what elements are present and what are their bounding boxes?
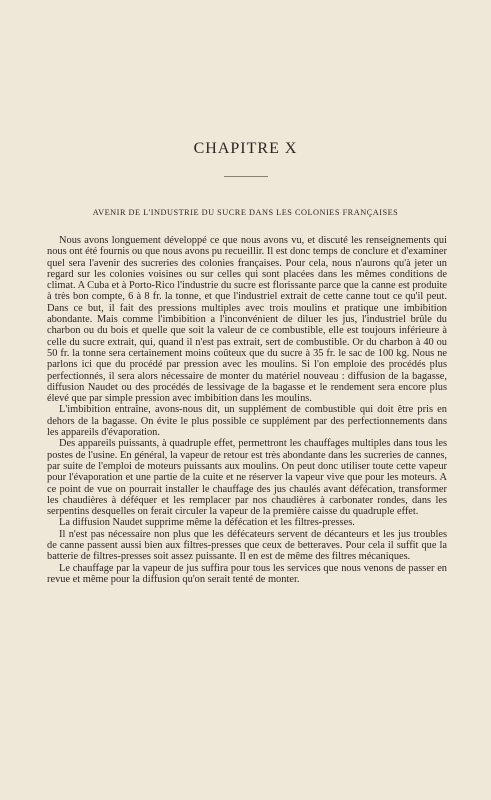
chapter-heading: CHAPITRE X — [193, 140, 298, 157]
paragraph: Il n'est pas nécessaire non plus que les défécateurs servent de décanteurs et les jus troubles de canne passent aussi bien aux filtres-presses que ceux de betteraves. Pour cela il suffit que la batterie de filtres-presses soit assez puissante. Il en est de même des filtres mécaniques. — [47, 528, 447, 563]
section-title: AVENIR DE L'INDUSTRIE DU SUCRE DANS LES COLONIES FRANÇAISES — [92, 208, 399, 217]
paragraph: L'imbibition entraîne, avons-nous dit, un supplément de combustible qui doit être pris en dehors de la bagasse. On évite le plus possible ce supplément par des perfectionnements dans les appareils d'évaporation. — [47, 404, 447, 439]
paragraph: Nous avons longuement développé ce que nous avons vu, et discuté les renseignements qui nous ont été fournis ou que nous avons pu recueillir. Il est donc temps de conclure et d'examiner quel sera l'avenir des sucreries des colonies françaises. Pour cela, nous n'aurons qu'à jeter un regard sur les colonies voisines ou sur celles qui sont placées dans les mêmes conditions de climat. A Cuba et à Porto-Rico l'industrie du sucre est florissante parce que la canne est produite à très bon compte, 6 à 8 fr. la tonne, et que l'industriel extrait de cette canne tout ce qu'il peut. Dans ce but, il fait des pressions multiples avec trois moulins et pratique une imbibition abondante. Mais comme l'imbibition a l'inconvénient de diluer les jus, l'industriel brûle du charbon ou du bois et quelle que soit la valeur de ce combustible, elle est toujours inférieure à celle du sucre extrait, qui, quand il n'est pas extrait, sert de combustible. Or du charbon à 40 ou 50 fr. la tonne sera certainement moins coûteux que du sucre à 35 fr. le sac de 100 kg. Nous ne parlons ici que du procédé par pression avec les moulins. Si l'on emploie des procédés plus perfectionnés, il sera alors nécessaire de monter du matériel nouveau : diffusion de la bagasse, diffusion Naudet ou des procédés de lessivage de la bagasse et le rendement sera encore plus élevé que par simple pression avec imbibition dans les moulins. — [47, 235, 447, 405]
paragraph: La diffusion Naudet supprime même la défécation et les filtres-presses. — [59, 517, 355, 529]
paragraph: Le chauffage par la vapeur de jus suffira pour tous les services que nous venons de passer en revue et même pour la diffusion qu'on serait tenté de monter. — [47, 562, 447, 585]
heading-rule — [0, 176, 491, 177]
body-text — [47, 235, 447, 585]
paragraph: Des appareils puissants, à quadruple effet, permettront les chauffages multiples dans tous les postes de l'usine. En général, la vapeur de retour est très abondante dans les sucreries de cannes, par suite de l'emploi de moteurs puissants aux moulins. On peut donc utiliser toute cette vapeur pour l'évaporation et une partie de la cuite et ne réserver la vapeur vive que pour les moteurs. A ce point de vue on pourrait installer le chauffage des jus chaulés avant défécation, transformer les chaudières à déféquer et les remplacer par nos chaudières à carbonater rondes, dans les serpentins desquelles on ferait circuler la vapeur de la première caisse du quadruple effet. — [47, 438, 447, 518]
